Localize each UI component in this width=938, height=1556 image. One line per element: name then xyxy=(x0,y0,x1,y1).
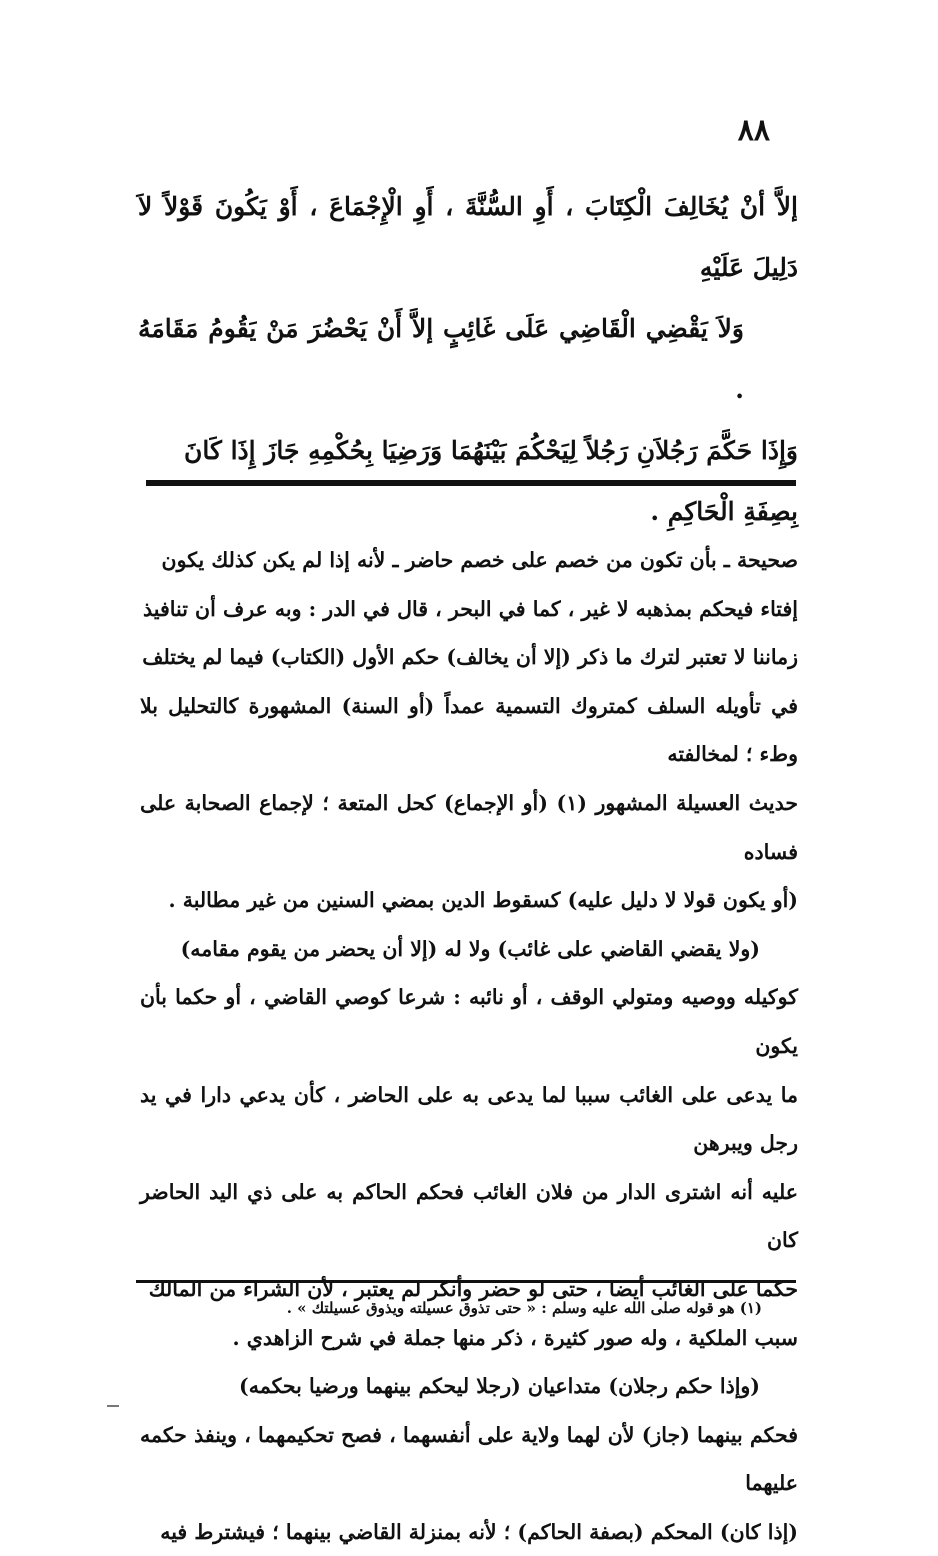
matn-line: وَلاَ يَقْضِي الْقَاضِي عَلَى غَائِبٍ إلاَّ أَنْ يَحْضُرَ مَنْ يَقُومُ مَقَامَهُ . xyxy=(138,314,744,404)
matn-line: إلاَّ أنْ يُخَالِفَ الْكِتَابَ ، أَوِ السُّنَّةَ ، أَوِ الْإِجْمَاعَ ، أَوْ يَكُونَ قَوْلاً لاَ دَلِيلَ عَلَيْهِ xyxy=(138,192,798,282)
commentary-line: حديث العسيلة المشهور (١) (أو الإجماع) كحل المتعة ؛ لإجماع الصحابة على فساده xyxy=(140,790,799,864)
footnote-divider xyxy=(136,1280,796,1283)
commentary-line: ما يدعى على الغائب سببا لما يدعى به على الحاضر ، كأن يدعي دارا في يد رجل ويبرهن xyxy=(140,1082,798,1156)
matn-line: بِصِفَةِ الْحَاكِمِ . xyxy=(650,497,798,526)
commentary-text-block xyxy=(140,536,798,1556)
commentary-line: في تأويله السلف كمتروك التسمية عمداً (أو السنة) المشهورة كالتحليل بلا وطء ؛ لمخالفته xyxy=(140,693,798,767)
commentary-line: (وإذا حكم رجلان) متداعيان (رجلا ليحكم بينهما ورضيا بحكمه) xyxy=(239,1374,760,1399)
commentary-line: (إذا كان) المحكم (بصفة الحاكم) ؛ لأنه بمنزلة القاضي بينهما ؛ فيشترط فيه xyxy=(160,1519,798,1544)
commentary-line: (ولا يقضي القاضي على غائب) ولا له (إلا أن يحضر من يقوم مقامه) xyxy=(180,936,760,961)
commentary-line: سبب الملكية ، وله صور كثيرة ، ذكر منها جملة في شرح الزاهدي . xyxy=(232,1325,798,1350)
commentary-line: (أو يكون قولا لا دليل عليه) كسقوط الدين بمضي السنين من غير مطالبة . xyxy=(168,888,798,913)
matn-text-block xyxy=(138,176,798,542)
commentary-line: إفتاء فيحكم بمذهبه لا غير ، كما في البحر ، قال في الدر : وبه عرف أن تنافيذ xyxy=(143,596,798,621)
matn-line: وَإِذَا حَكَّمَ رَجُلاَنِ رَجُلاً لِيَحْكُمَ بَيْنَهُمَا وَرَضِيَا بِحُكْمِهِ جَازَ إِذَا كَانَ xyxy=(183,436,798,465)
commentary-line: حكما على الغائب أيضا ، حتى لو حضر وأنكر لم يعتبر ، لأن الشراء من المالك xyxy=(148,1276,798,1301)
commentary-line: زماننا لا تعتبر لترك ما ذكر (إلا أن يخالف) حكم الأول (الكتاب) فيما لم يختلف xyxy=(142,645,798,670)
section-divider xyxy=(146,480,796,486)
page-number: ٨٨ xyxy=(737,113,770,148)
footnote: (١) هو قوله صلى الله عليه وسلم : « حتى تذوق عسيلته ويذوق عسيلتك » . xyxy=(286,1299,762,1317)
commentary-line: كوكيله ووصيه ومتولي الوقف ، أو نائبه : شرعا كوصي القاضي ، أو حكما بأن يكون xyxy=(140,985,798,1058)
commentary-line: عليه أنه اشترى الدار من فلان الغائب فحكم الحاكم به على ذي اليد الحاضر كان xyxy=(140,1179,798,1253)
commentary-line: فحكم بينهما (جاز) لأن لهما ولاية على أنفسهما ، فصح تحكيمهما ، وينفذ حكمه عليهما xyxy=(140,1422,798,1496)
commentary-line: صحيحة ـ بأن تكون من خصم على خصم حاضر ـ لأنه إذا لم يكن كذلك يكون xyxy=(161,548,798,572)
scan-mark xyxy=(107,1405,119,1407)
